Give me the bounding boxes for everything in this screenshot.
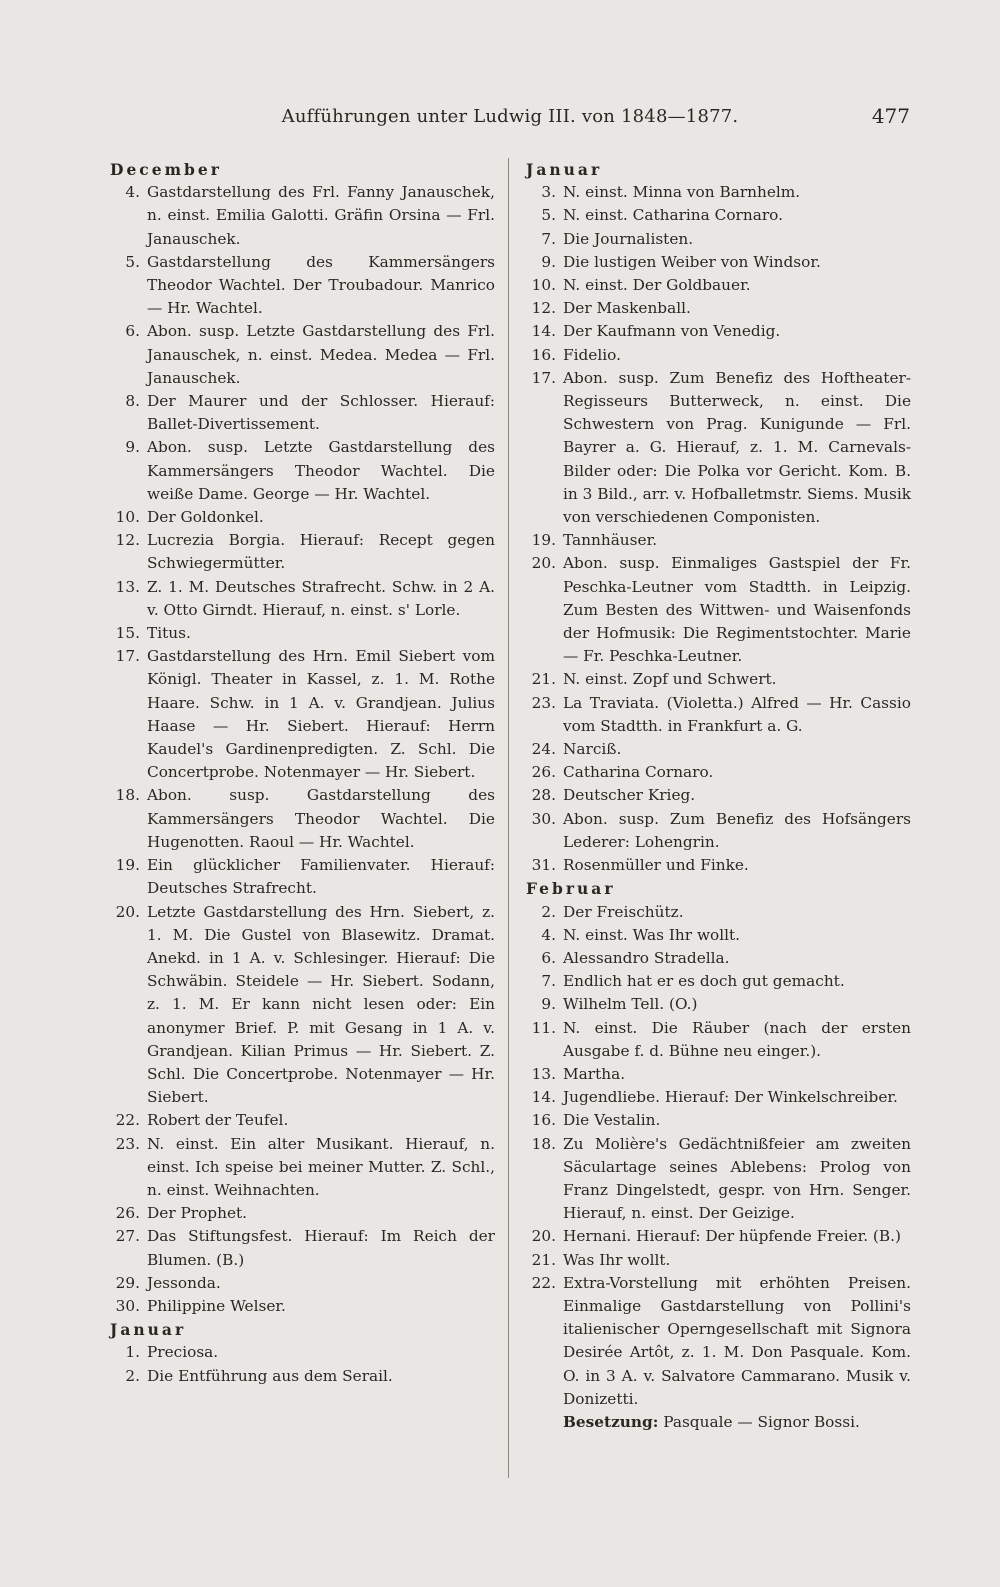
entry-day: 31. <box>531 856 556 875</box>
entry-text: Tannhäuser. <box>563 531 658 550</box>
entry-text: Ein glücklicher Familienvater. Hierauf: Deutsches Strafrecht. <box>147 856 495 898</box>
entry-text: Gastdarstellung des Frl. Fanny Janauschek, n. einst. Emilia Galotti. Gräfin Orsina — Frl. Janauschek. <box>147 183 495 248</box>
entry-text: Zu Molière's Gedächtnißfeier am zweiten Säculartage seines Ablebens: Prolog von Franz Dingelstedt, gespr. von Hrn. Senger. Hierauf, n. einst. Der Geizige. <box>563 1134 911 1223</box>
entry-text: Abon. susp. Gastdarstellung des Kammersängers Theodor Wachtel. Die Hugenotten. Raoul — Hr. Wachtel. <box>147 786 495 851</box>
cast-line <box>526 1411 911 1434</box>
entry-day: 3. <box>541 183 556 202</box>
list-item <box>526 529 911 552</box>
entry-day: 22. <box>115 1111 140 1130</box>
entry-text: Abon. susp. Zum Benefiz des Hoftheater-Regisseurs Butterweck, n. einst. Die Schwestern von Prag. Kunigunde — Frl. Bayrer a. G. Hierauf, z. 1. M. Carnevals-Bilder oder: Die Polka vor Gericht. Kom. B. in 3 Bild., arr. v. Hofballetmstr. Siems. Musik von verschiedenen Componisten. <box>563 368 911 527</box>
entry-text: Deutscher Krieg. <box>563 786 696 805</box>
entry-day: 27. <box>115 1227 140 1246</box>
entry-day: 13. <box>531 1064 556 1083</box>
entry-text: Der Goldonkel. <box>147 508 264 527</box>
entry-text: Jugendliebe. Hierauf: Der Winkelschreiber. <box>563 1088 898 1107</box>
month-heading-januar-right: Januar <box>526 160 603 179</box>
performance-list-januar-left <box>110 1341 495 1387</box>
entry-day: 2. <box>125 1366 140 1385</box>
entry-day: 14. <box>531 1088 556 1107</box>
entry-text: N. einst. Der Goldbauer. <box>563 276 751 295</box>
list-item <box>110 1365 495 1388</box>
entry-text: Alessandro Stradella. <box>563 948 730 967</box>
list-item <box>110 390 495 436</box>
entry-text: N. einst. Zopf und Schwert. <box>563 670 777 689</box>
entry-text: Abon. susp. Zum Benefiz des Hofsängers Lederer: Lohengrin. <box>563 809 911 851</box>
entry-text: Was Ihr wollt. <box>563 1250 671 1269</box>
entry-text: Gastdarstellung des Hrn. Emil Siebert vom Königl. Theater in Kassel, z. 1. M. Rothe Haare. Schw. in 1 A. v. Grandjean. Julius Haase — Hr. Siebert. Hierauf: Herrn Kaudel's Gardinenpredigten. Z. Schl. Die Concertprobe. Notenmayer — Hr. Siebert. <box>147 647 495 782</box>
list-item <box>526 274 911 297</box>
list-item <box>526 924 911 947</box>
entry-text: N. einst. Die Räuber (nach der ersten Ausgabe f. d. Bühne neu einger.). <box>563 1018 911 1060</box>
list-item <box>526 228 911 251</box>
list-item <box>526 808 911 854</box>
list-item <box>526 993 911 1016</box>
entry-day: 17. <box>115 647 140 666</box>
entry-day: 21. <box>531 670 556 689</box>
cast-label: Besetzung: <box>563 1412 659 1431</box>
entry-text: Extra-Vorstellung mit erhöhten Preisen. Einmalige Gastdarstellung von Pollini's italienischer Operngesellschaft mit Signora Desirée Artôt, z. 1. M. Don Pasquale. Kom. O. in 3 A. v. Salvatore Cammarano. Musik v. Donizetti. <box>563 1273 911 1408</box>
entry-day: 5. <box>125 252 140 271</box>
entry-day: 7. <box>541 972 556 991</box>
page-header <box>110 100 910 140</box>
entry-day: 16. <box>531 1111 556 1130</box>
list-item <box>526 668 911 691</box>
entry-text: Der Kaufmann von Venedig. <box>563 322 781 341</box>
entry-text: Abon. susp. Letzte Gastdarstellung des Frl. Janauschek, n. einst. Medea. Medea — Frl. Janauschek. <box>147 322 495 387</box>
entry-day: 18. <box>115 786 140 805</box>
list-item <box>526 901 911 924</box>
running-title: Aufführungen unter Ludwig III. von 1848—1877. <box>281 106 739 127</box>
entry-day: 23. <box>531 693 556 712</box>
performance-list-januar-right <box>526 181 911 877</box>
list-item <box>526 181 911 204</box>
entry-text: Wilhelm Tell. (O.) <box>563 995 698 1014</box>
page-number: 477 <box>871 104 910 128</box>
entry-day: 9. <box>541 995 556 1014</box>
list-item <box>110 1225 495 1271</box>
entry-text: Hernani. Hierauf: Der hüpfende Freier. (B.) <box>563 1227 901 1246</box>
list-item <box>110 1341 495 1364</box>
entry-text: Endlich hat er es doch gut gemacht. <box>563 972 845 991</box>
list-item <box>526 204 911 227</box>
list-item <box>110 622 495 645</box>
entry-text: Der Maurer und der Schlosser. Hierauf: Ballet-Divertissement. <box>147 392 495 434</box>
entry-day: 18. <box>531 1134 556 1153</box>
list-item <box>526 1272 911 1411</box>
entry-day: 7. <box>541 229 556 248</box>
entry-day: 9. <box>541 252 556 271</box>
entry-text: Der Prophet. <box>147 1204 248 1223</box>
list-item <box>526 1086 911 1109</box>
list-item <box>526 970 911 993</box>
month-heading-januar-left: Januar <box>110 1320 187 1340</box>
entry-day: 19. <box>115 856 140 875</box>
list-item <box>526 738 911 761</box>
entry-day: 26. <box>115 1204 140 1223</box>
performance-list-februar <box>526 901 911 1411</box>
list-item <box>110 506 495 529</box>
entry-day: 28. <box>531 786 556 805</box>
entry-day: 2. <box>541 902 556 921</box>
entry-text: Das Stiftungsfest. Hierauf: Im Reich der Blumen. (B.) <box>147 1227 495 1269</box>
entry-day: 5. <box>541 206 556 225</box>
list-item <box>526 1225 911 1248</box>
entry-text: N. einst. Catharina Cornaro. <box>563 206 783 225</box>
entry-day: 6. <box>541 948 556 967</box>
entry-day: 8. <box>125 392 140 411</box>
list-item <box>526 692 911 738</box>
list-item <box>526 1017 911 1063</box>
entry-text: Die lustigen Weiber von Windsor. <box>563 252 821 271</box>
entry-day: 17. <box>531 368 556 387</box>
month-heading-december: December <box>110 160 222 179</box>
list-item <box>110 1295 495 1318</box>
entry-day: 6. <box>125 322 140 341</box>
list-item <box>110 436 495 506</box>
list-item <box>110 854 495 900</box>
entry-day: 9. <box>125 438 140 457</box>
entry-text: Die Entführung aus dem Serail. <box>147 1366 393 1385</box>
entry-day: 10. <box>531 276 556 295</box>
entry-day: 23. <box>115 1134 140 1153</box>
entry-day: 26. <box>531 763 556 782</box>
entry-text: Philippine Welser. <box>147 1296 286 1315</box>
entry-day: 1. <box>125 1343 140 1362</box>
list-item <box>110 1272 495 1295</box>
entry-day: 20. <box>531 1227 556 1246</box>
list-item <box>526 854 911 877</box>
list-item <box>526 552 911 668</box>
list-item <box>526 251 911 274</box>
entry-text: Robert der Teufel. <box>147 1111 289 1130</box>
list-item <box>526 320 911 343</box>
list-item <box>526 344 911 367</box>
list-item <box>110 784 495 854</box>
entry-day: 21. <box>531 1250 556 1269</box>
entry-day: 24. <box>531 740 556 759</box>
list-item <box>526 761 911 784</box>
entry-day: 20. <box>115 902 140 921</box>
entry-text: Die Journalisten. <box>563 229 694 248</box>
entry-day: 16. <box>531 345 556 364</box>
entry-text: Jessonda. <box>147 1273 221 1292</box>
entry-text: N. einst. Was Ihr wollt. <box>563 925 741 944</box>
list-item <box>110 251 495 321</box>
list-item <box>110 576 495 622</box>
entry-day: 4. <box>125 183 140 202</box>
entry-day: 29. <box>115 1273 140 1292</box>
right-column <box>526 158 911 1434</box>
list-item <box>526 1249 911 1272</box>
entry-day: 13. <box>115 577 140 596</box>
list-item <box>526 1109 911 1132</box>
entry-day: 14. <box>531 322 556 341</box>
cast-text: Pasquale — Signor Bossi. <box>663 1412 860 1431</box>
entry-text: La Traviata. (Violetta.) Alfred — Hr. Cassio vom Stadtth. in Frankfurt a. G. <box>563 693 911 735</box>
list-item <box>110 901 495 1110</box>
list-item <box>110 181 495 251</box>
entry-text: Abon. susp. Einmaliges Gastspiel der Fr. Peschka-Leutner vom Stadtth. in Leipzig. Zum Besten des Wittwen- und Waisenfonds der Hofmusik: Die Regimentstochter. Marie — Fr. Peschka-Leutner. <box>563 554 911 666</box>
entry-day: 11. <box>531 1018 556 1037</box>
list-item <box>526 1063 911 1086</box>
entry-text: Z. 1. M. Deutsches Strafrecht. Schw. in 2 A. v. Otto Girndt. Hierauf, n. einst. s' Lorle. <box>147 577 495 619</box>
list-item <box>526 1133 911 1226</box>
entry-text: Narciß. <box>563 740 622 759</box>
entry-day: 30. <box>115 1296 140 1315</box>
list-item <box>110 529 495 575</box>
entry-day: 19. <box>531 531 556 550</box>
left-column <box>110 158 495 1388</box>
entry-text: Catharina Cornaro. <box>563 763 714 782</box>
entry-day: 15. <box>115 624 140 643</box>
entry-text: Titus. <box>147 624 191 643</box>
entry-text: Preciosa. <box>147 1343 219 1362</box>
list-item <box>110 1109 495 1132</box>
performance-list-december <box>110 181 495 1318</box>
entry-day: 30. <box>531 809 556 828</box>
entry-text: Die Vestalin. <box>563 1111 661 1130</box>
list-item <box>110 645 495 784</box>
entry-text: Gastdarstellung des Kammersängers Theodor Wachtel. Der Troubadour. Manrico — Hr. Wachtel. <box>147 252 495 318</box>
entry-text: Fidelio. <box>563 345 621 364</box>
list-item <box>110 320 495 390</box>
list-item <box>110 1202 495 1225</box>
entry-text: N. einst. Ein alter Musikant. Hierauf, n. einst. Ich speise bei meiner Mutter. Z. Schl., n. einst. Weihnachten. <box>147 1134 495 1199</box>
entry-day: 12. <box>531 299 556 318</box>
entry-day: 10. <box>115 508 140 527</box>
entry-text: Abon. susp. Letzte Gastdarstellung des Kammersängers Theodor Wachtel. Die weiße Dame. George — Hr. Wachtel. <box>147 438 495 503</box>
entry-day: 12. <box>115 531 140 550</box>
entry-text: Der Freischütz. <box>563 902 684 921</box>
entry-day: 20. <box>531 554 556 573</box>
list-item <box>526 367 911 529</box>
list-item <box>526 947 911 970</box>
list-item <box>526 297 911 320</box>
entry-text: Martha. <box>563 1064 626 1083</box>
entry-text: Letzte Gastdarstellung des Hrn. Siebert, z. 1. M. Die Gustel von Blasewitz. Dramat. Anekd. in 1 A. v. Schlesinger. Hierauf: Die Schwäbin. Steidele — Hr. Siebert. Sodann, z. 1. M. Er kann nicht lesen oder: Ein anonymer Brief. P. mit Gesang in 1 A. v. Grandjean. Kilian Primus — Hr. Siebert. Z. Schl. Die Concertprobe. Notenmayer — Hr. Siebert. <box>147 902 495 1107</box>
list-item <box>110 1133 495 1203</box>
entry-day: 22. <box>531 1273 556 1292</box>
entry-text: N. einst. Minna von Barnhelm. <box>563 183 801 202</box>
entry-text: Rosenmüller und Finke. <box>563 856 749 875</box>
month-heading-februar: Februar <box>526 879 616 899</box>
list-item <box>526 784 911 807</box>
entry-text: Der Maskenball. <box>563 299 691 318</box>
entry-day: 4. <box>541 925 556 944</box>
entry-text: Lucrezia Borgia. Hierauf: Recept gegen Schwiegermütter. <box>147 531 495 573</box>
column-divider <box>508 158 509 1478</box>
